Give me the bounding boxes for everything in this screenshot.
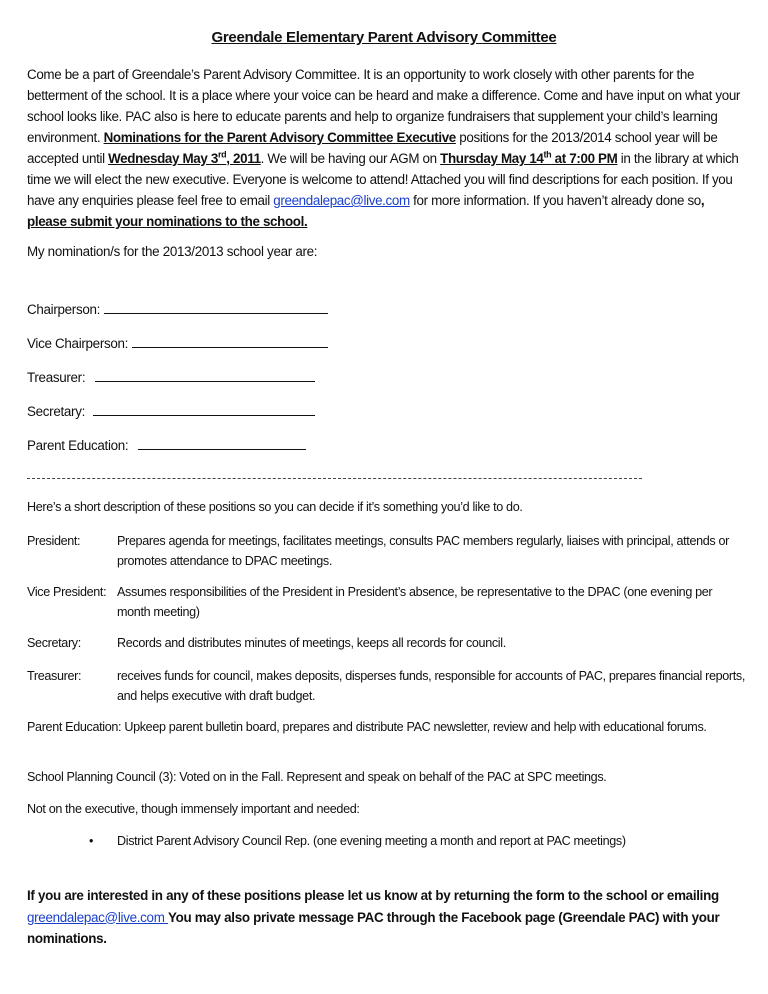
position-label: Vice President:: [27, 585, 107, 599]
position-text: Upkeep parent bulletin board, prepares and distribute PAC newsletter, review and help with educational forums.: [124, 720, 707, 734]
field-label: Vice Chairperson:: [27, 336, 129, 351]
field-label: Secretary:: [27, 404, 86, 419]
field-secretary: [27, 403, 315, 419]
position-parent-education: [27, 718, 747, 738]
field-label: Treasurer:: [27, 370, 86, 385]
not-executive-note: Not on the executive, though immensely important and needed:: [27, 802, 360, 816]
list-item-text: District Parent Advisory Council Rep. (one evening meeting a month and report at PAC meetings): [117, 834, 626, 848]
field-treasurer: [27, 369, 315, 385]
divider: [27, 478, 642, 479]
position-text: Prepares agenda for meetings, facilitates meetings, consults PAC members regularly, liaises with principal, attends or promotes attendance to DPAC meetings.: [117, 534, 730, 568]
field-label: Parent Education:: [27, 438, 129, 453]
field-vice-chairperson: [27, 335, 328, 351]
position-president: [27, 532, 747, 571]
vice-chairperson-blank[interactable]: [132, 335, 328, 348]
spc-description: School Planning Council (3): Voted on in the Fall. Represent and speak on behalf of the PAC at SPC meetings.: [27, 770, 607, 784]
field-label: Chairperson:: [27, 302, 101, 317]
field-parent-education: [27, 437, 306, 453]
parent-education-blank[interactable]: [138, 437, 306, 450]
agm-time: at 7:00 PM: [551, 151, 618, 166]
position-label: Secretary:: [27, 636, 81, 650]
treasurer-blank[interactable]: [95, 369, 315, 382]
agm-date: [440, 151, 617, 166]
position-vice-president: [27, 583, 747, 622]
intro-text: Come be a part of Greendale’s Parent Advisory Committee. It is an opportunity to work closely with other parents for the betterment of the school. It is a place where your voice can be heard and make a difference. Come and have input on what your school looks like. PAC also is here to educate parents and help to organize fundraisers that supplement your child’s learning environment.: [27, 67, 741, 145]
position-text: receives funds for council, makes deposits, disperses funds, responsible for accounts of PAC, prepares financial reports, and helps executive with draft budget.: [117, 669, 746, 703]
deadline-date: [108, 151, 261, 166]
document-title: Greendale Elementary Parent Advisory Committee: [211, 29, 557, 46]
intro-text: positions for the 2013/2014 school year will be accepted until: [27, 130, 718, 166]
intro-text: for more information. If you haven’t already done so: [409, 193, 701, 208]
nomination-heading: My nomination/s for the 2013/2013 school year are:: [27, 244, 318, 259]
closing-paragraph: [27, 885, 747, 950]
position-secretary: [27, 634, 747, 654]
bullet-icon: •: [89, 834, 94, 848]
email-link[interactable]: greendalepac@live.com: [27, 909, 168, 925]
submit-notice: , please submit your nominations to the school.: [27, 193, 705, 229]
deadline-sup: rd: [217, 149, 227, 160]
intro-text: in the library at which time we will elect the new executive. Everyone is welcome to attend! Attached you will find descriptions for each position. If you have any enquiries please feel free to email: [27, 151, 739, 208]
closing-text: You may also private message PAC through the Facebook page (Greendale PAC) with your nominations.: [27, 909, 720, 946]
position-text: Records and distributes minutes of meetings, keeps all records for council.: [117, 636, 506, 650]
deadline-text: Wednesday May 3: [108, 151, 218, 166]
nominations-notice: Nominations for the Parent Advisory Committee Executive: [103, 130, 456, 145]
position-label: Parent Education:: [27, 720, 122, 734]
position-label: Treasurer:: [27, 669, 82, 683]
position-treasurer: [27, 667, 747, 706]
position-label: President:: [27, 534, 81, 548]
position-text: Assumes responsibilities of the President in President’s absence, be representative to the DPAC (one evening per month meeting): [117, 585, 713, 619]
agm-sup: th: [543, 149, 552, 160]
deadline-year: , 2011: [226, 151, 261, 166]
intro-text: . We will be having our AGM on: [260, 151, 441, 166]
secretary-blank[interactable]: [93, 403, 315, 416]
field-chairperson: [27, 301, 328, 317]
description-intro: Here’s a short description of these positions so you can decide if it’s something you’d like to do.: [27, 500, 523, 514]
agm-text: Thursday May 14: [440, 151, 544, 166]
intro-paragraph: [27, 64, 745, 232]
chairperson-blank[interactable]: [104, 301, 328, 314]
email-link[interactable]: greendalepac@live.com: [273, 193, 410, 208]
closing-text: If you are interested in any of these positions please let us know at by returning the form to the school or emailing: [27, 888, 719, 903]
list-item: [89, 834, 626, 848]
